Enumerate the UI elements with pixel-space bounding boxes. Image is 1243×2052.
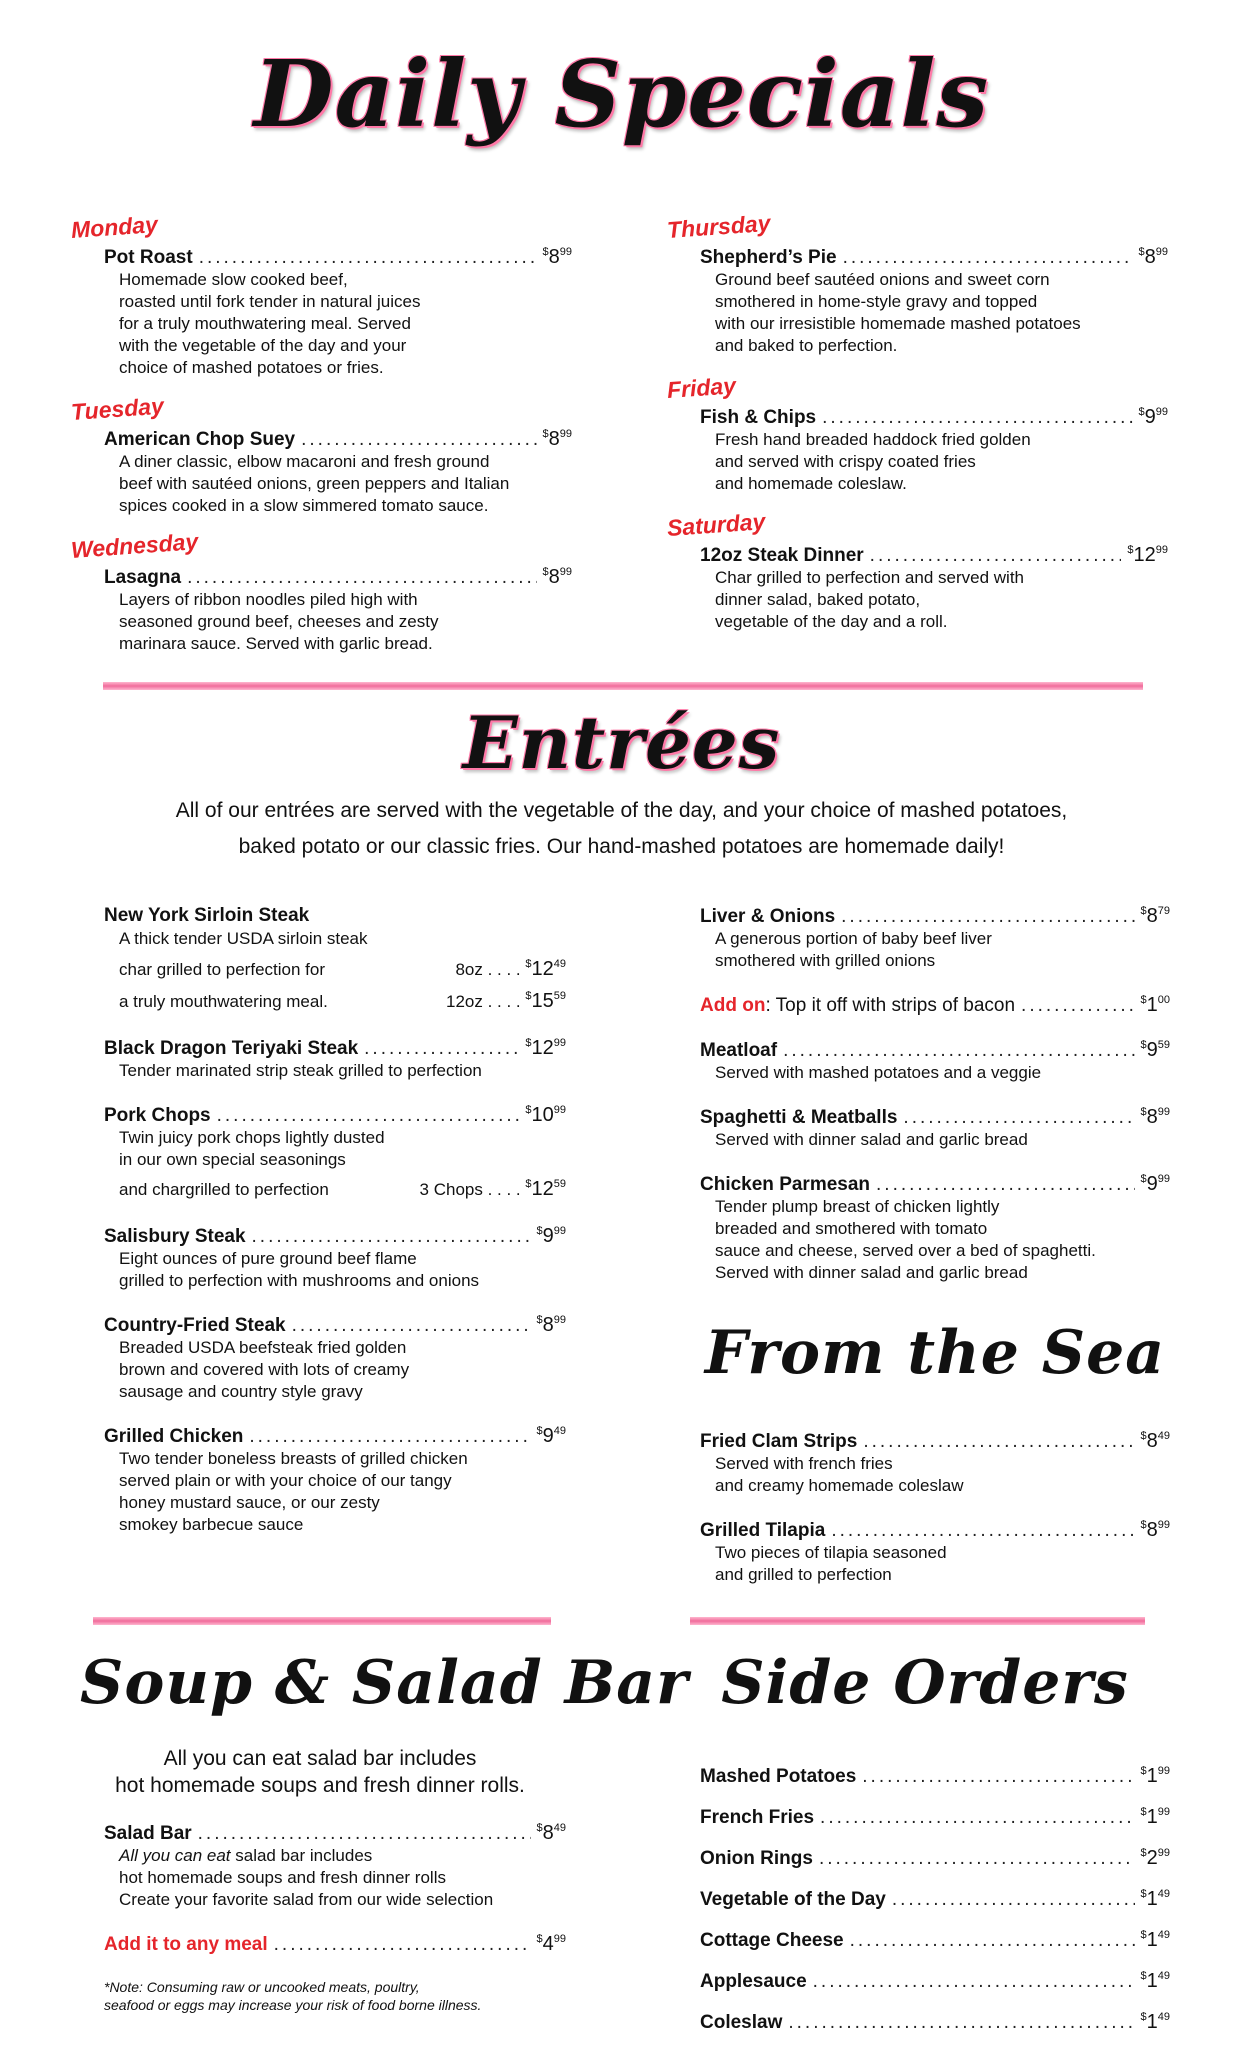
menu-item-grilled-chicken bbox=[104, 1425, 566, 1536]
item-price: $^{\$}1^{00}$ bbox=[1140, 994, 1170, 1016]
specials-right-column bbox=[668, 205, 1168, 641]
entrees-intro: All of our entrées are served with the vegetable of the day, and your choice of mashed potatoes, baked potato or our classic fries. Our hand-mashed potatoes are homemade daily! bbox=[175, 799, 1068, 858]
sea-column bbox=[700, 1430, 1170, 1608]
side-item: Coleslaw ..... $^{\$}1^{49}$ bbox=[700, 2011, 1170, 2034]
item-price: $^{\$}8^{99}$ bbox=[536, 1314, 566, 1336]
item-name: Fish & Chips bbox=[700, 407, 817, 428]
menu-item-chicken-parmesan bbox=[700, 1173, 1170, 1284]
item-name: New York Sirloin Steak bbox=[104, 905, 310, 926]
item-name: Spaghetti & Meatballs bbox=[700, 1107, 898, 1128]
day-label: Monday bbox=[70, 211, 159, 244]
menu-item-country-fried bbox=[104, 1314, 566, 1403]
item-description: Served with dinner salad and garlic bread bbox=[715, 1130, 1028, 1149]
item-price: $^{\$}9^{99}$ bbox=[1140, 1173, 1170, 1195]
item-description: Twin juicy pork chops lightly dusted in our own special seasonings bbox=[119, 1128, 385, 1169]
soup-column bbox=[104, 1822, 566, 2014]
item-name: Salisbury Steak bbox=[104, 1226, 246, 1247]
divider-bar bbox=[690, 1617, 1145, 1625]
item-price: $^{\$}10^{99}$ bbox=[525, 1104, 566, 1126]
from-the-sea-title: From the Sea bbox=[704, 1318, 1166, 1388]
item-price: $^{\$}8^{99}$ bbox=[1140, 1519, 1170, 1541]
item-description: Eight ounces of pure ground beef flame grilled to perfection with mushrooms and onions bbox=[119, 1249, 480, 1290]
soup-salad-title: Soup & Salad Bar bbox=[80, 1648, 689, 1718]
side-item: Cottage Cheese ..... $^{\$}1^{49}$ bbox=[700, 1929, 1170, 1952]
entrees-right-column bbox=[700, 905, 1170, 1306]
item-price: $^{\$}9^{99}$ bbox=[536, 1225, 566, 1247]
daily-specials-title: Daily Specials bbox=[253, 40, 990, 148]
item-name: American Chop Suey bbox=[104, 429, 296, 450]
special-wednesday bbox=[72, 525, 572, 655]
item-description: A diner classic, elbow macaroni and fresh ground beef with sautéed onions, green peppers and Italian spices cooked in a slow simmered tomato sauce. bbox=[119, 452, 510, 515]
item-description: Served with french fries and creamy homemade coleslaw bbox=[715, 1454, 964, 1495]
item-name: Shepherd’s Pie bbox=[700, 247, 837, 268]
item-name: Pork Chops bbox=[104, 1105, 211, 1126]
item-description: Fresh hand breaded haddock fried golden and served with crispy coated fries and homemade coleslaw. bbox=[715, 430, 1031, 493]
item-price: $^{\$}8^{99}$ bbox=[1140, 1106, 1170, 1128]
item-price: $^{\$}8^{79}$ bbox=[1140, 905, 1170, 927]
item-price: $^{\$}4^{99}$ bbox=[536, 1933, 566, 1955]
item-description: A generous portion of baby beef liver smothered with grilled onions bbox=[715, 929, 992, 970]
menu-item-meatloaf bbox=[700, 1039, 1170, 1084]
menu-item-spaghetti bbox=[700, 1106, 1170, 1151]
menu-item-pork-chops: Pork Chops ..... $^{\$}10^{99}$ Twin juicy pork chops lightly dusted in our own special seasonings and chargrilled to perfection 3 Chops . . . . $^{\$}12^{59}$ bbox=[104, 1104, 566, 1203]
item-name: Grilled Tilapia bbox=[700, 1520, 826, 1541]
item-price: $^{\$}9^{59}$ bbox=[1140, 1039, 1170, 1061]
day-label: Saturday bbox=[666, 508, 767, 542]
menu-item-tilapia bbox=[700, 1519, 1170, 1586]
menu-item bbox=[72, 246, 572, 379]
item-description: Served with mashed potatoes and a veggie bbox=[715, 1063, 1042, 1082]
item-price: $^{\$}8^{99}$ bbox=[1138, 246, 1168, 268]
item-name: Chicken Parmesan bbox=[700, 1174, 871, 1195]
item-name: Black Dragon Teriyaki Steak bbox=[104, 1038, 359, 1059]
special-monday bbox=[72, 205, 572, 379]
divider-bar bbox=[93, 1617, 551, 1625]
side-item: Onion Rings ..... $^{\$}2^{99}$ bbox=[700, 1847, 1170, 1870]
item-description: A thick tender USDA sirloin steak bbox=[119, 929, 368, 948]
menu-item bbox=[668, 246, 1168, 357]
item-name: Salad Bar bbox=[104, 1823, 192, 1844]
soup-intro: All you can eat salad bar includes hot homemade soups and fresh dinner rolls. bbox=[115, 1747, 525, 1797]
item-name: Lasagna bbox=[104, 567, 182, 588]
item-name: Country-Fried Steak bbox=[104, 1315, 286, 1336]
menu-item-teriyaki bbox=[104, 1037, 566, 1082]
item-description: Two tender boneless breasts of grilled chicken served plain or with your choice of our tangy honey mustard sauce, or our zesty smokey barbecue sauce bbox=[119, 1449, 468, 1534]
item-price: $^{\$}12^{99}$ bbox=[525, 1037, 566, 1059]
special-friday bbox=[668, 365, 1168, 495]
item-name: 12oz Steak Dinner bbox=[700, 545, 864, 566]
item-price: $^{\$}8^{99}$ bbox=[542, 428, 572, 450]
item-description: Two pieces of tilapia seasoned and grilled to perfection bbox=[715, 1543, 947, 1584]
menu-item-add-salad bbox=[104, 1933, 566, 1956]
item-description: Breaded USDA beefsteak fried golden brown and covered with lots of creamy sausage and country style gravy bbox=[119, 1338, 410, 1401]
divider-bar bbox=[103, 682, 1143, 690]
item-price: $^{\$}9^{49}$ bbox=[536, 1425, 566, 1447]
day-label: Tuesday bbox=[70, 392, 165, 426]
bacon-addon: Add on : Top it off with strips of bacon ..... $^{\$}1^{00}$ bbox=[700, 994, 1170, 1017]
entrees-title: Entrées bbox=[462, 700, 781, 785]
specials-left-column bbox=[72, 205, 572, 663]
item-description: Tender marinated strip steak grilled to perfection bbox=[119, 1061, 482, 1080]
item-price: $^{\$}12^{99}$ bbox=[1127, 544, 1168, 566]
menu-item-sirloin: New York Sirloin Steak A thick tender USDA sirloin steak char grilled to perfection for 8oz . . . . $^{\$}12^{49}$ a truly mouthwatering meal. 12oz . . . . $^{\$}15^{59}$ bbox=[104, 905, 566, 1012]
item-price: $^{\$}9^{99}$ bbox=[1138, 406, 1168, 428]
item-name: Pot Roast bbox=[104, 247, 193, 268]
item-description: Tender plump breast of chicken lightly breaded and smothered with tomato sauce and cheese, served over a bed of spaghetti. Served with dinner salad and garlic bread bbox=[715, 1197, 1096, 1282]
side-item: Mashed Potatoes ..... $^{\$}1^{99}$ bbox=[700, 1765, 1170, 1788]
item-description: Char grilled to perfection and served with dinner salad, baked potato, vegetable of the day and a roll. bbox=[715, 568, 1024, 631]
item-description: Ground beef sautéed onions and sweet corn smothered in home-style gravy and topped with our irresistible homemade mashed potatoes and baked to perfection. bbox=[715, 270, 1081, 355]
addon-label: Add on bbox=[700, 995, 766, 1016]
menu-item bbox=[72, 428, 572, 517]
day-label: Thursday bbox=[666, 209, 772, 244]
entrees-left-column bbox=[104, 905, 566, 1558]
side-item: Vegetable of the Day ..... $^{\$}1^{49}$ bbox=[700, 1888, 1170, 1911]
side-orders-title: Side Orders bbox=[721, 1648, 1129, 1718]
special-thursday bbox=[668, 205, 1168, 357]
menu-item bbox=[72, 566, 572, 655]
special-tuesday bbox=[72, 387, 572, 517]
item-description: All you can eat salad bar includes hot homemade soups and fresh dinner rolls Create your favorite salad from our wide selection bbox=[119, 1846, 494, 1909]
side-item: French Fries ..... $^{\$}1^{99}$ bbox=[700, 1806, 1170, 1829]
menu-item-salisbury bbox=[104, 1225, 566, 1292]
food-safety-note: *Note: Consuming raw or uncooked meats, poultry, seafood or eggs may increase your risk of food borne illness. bbox=[104, 1979, 482, 2013]
item-name: Meatloaf bbox=[700, 1040, 778, 1061]
item-name: Grilled Chicken bbox=[104, 1426, 244, 1447]
menu-item-salad-bar bbox=[104, 1822, 566, 1911]
menu-item bbox=[668, 406, 1168, 495]
special-saturday bbox=[668, 503, 1168, 633]
item-description: Homemade slow cooked beef, roasted until fork tender in natural juices for a truly mouthwatering meal. Served with the vegetable of the day and your choice of mashed potatoes or fries. bbox=[119, 270, 421, 377]
item-description: Layers of ribbon noodles piled high with seasoned ground beef, cheeses and zesty marinara sauce. Served with garlic bread. bbox=[119, 590, 439, 653]
menu-item bbox=[668, 544, 1168, 633]
item-name: Liver & Onions bbox=[700, 906, 836, 927]
item-price: $^{\$}8^{49}$ bbox=[1140, 1430, 1170, 1452]
item-price: $^{\$}8^{49}$ bbox=[536, 1822, 566, 1844]
item-name: Fried Clam Strips bbox=[700, 1431, 858, 1452]
item-price: $^{\$}8^{99}$ bbox=[542, 566, 572, 588]
item-price: $^{\$}8^{99}$ bbox=[542, 246, 572, 268]
sides-column bbox=[700, 1765, 1170, 2052]
day-label: Wednesday bbox=[70, 528, 200, 564]
item-name: Add it to any meal bbox=[104, 1934, 268, 1955]
menu-item-liver bbox=[700, 905, 1170, 972]
side-item: Applesauce ..... $^{\$}1^{49}$ bbox=[700, 1970, 1170, 1993]
menu-item-clam-strips bbox=[700, 1430, 1170, 1497]
day-label: Friday bbox=[666, 372, 737, 404]
